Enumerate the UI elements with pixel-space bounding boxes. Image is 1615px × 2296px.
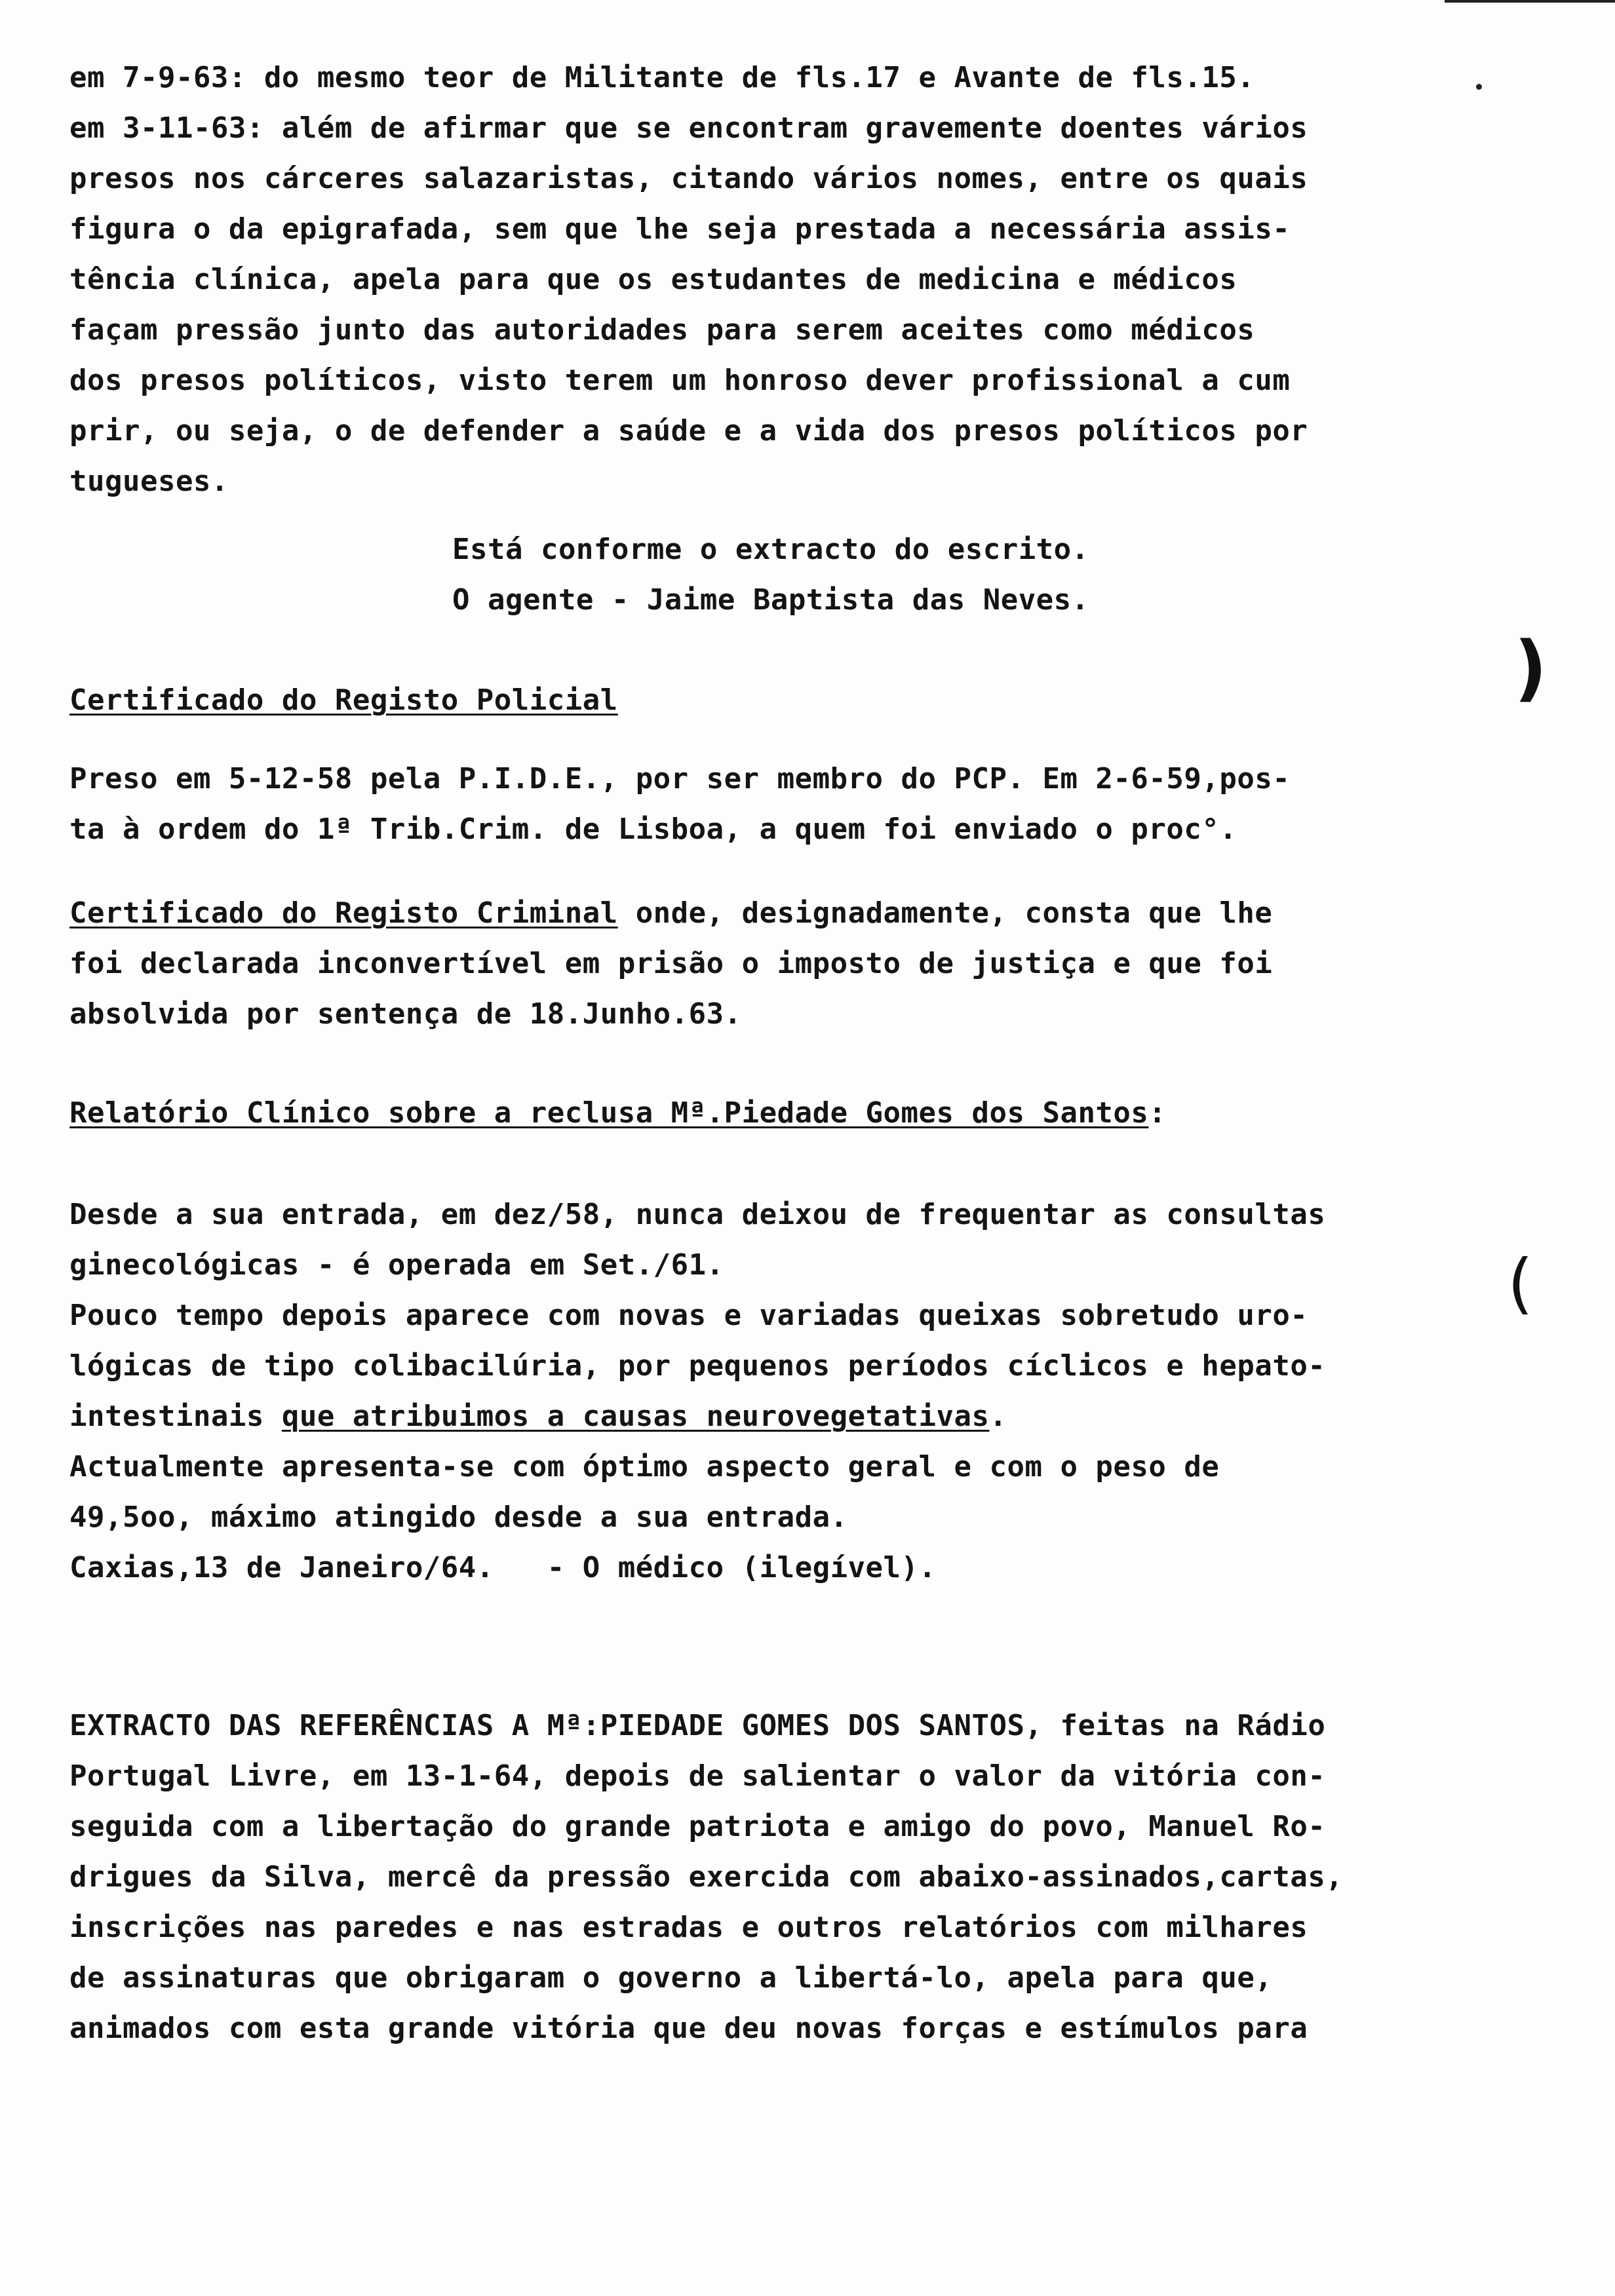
extract-line: de assinaturas que obrigaram o governo a libertá-lo, apela para que, <box>69 1961 1273 1995</box>
radio-extract-text <box>69 1700 1479 2054</box>
extract-line: inscrições nas paredes e nas estradas e outros relatórios com milhares <box>69 1911 1308 1944</box>
margin-dot <box>1476 84 1482 90</box>
conformity-statement <box>452 524 1435 625</box>
agent-signature: O agente - Jaime Baptista das Neves. <box>452 583 1089 617</box>
entry-line: tugueses. <box>69 465 229 498</box>
header-entries <box>69 52 1479 507</box>
entry-line: prir, ou seja, o de defender a saúde e a vida dos presos políticos por <box>69 414 1308 448</box>
report-line: 49,5oo, máximo atingido desde a sua entrada. <box>69 1501 848 1534</box>
section-heading: Certificado do Registo Criminal <box>69 896 618 930</box>
extract-line: EXTRACTO DAS REFERÊNCIAS A Mª:PIEDADE GOMES DOS SANTOS, feitas na Rádio <box>69 1709 1326 1742</box>
conformity-line: Está conforme o extracto do escrito. <box>452 533 1089 566</box>
extract-line: drigues da Silva, mercê da pressão exercida com abaixo-assinados,cartas, <box>69 1860 1344 1894</box>
criminal-first-line <box>69 888 1479 938</box>
clinical-report-text <box>69 1189 1479 1593</box>
margin-bracket-mark: ( <box>1508 1245 1534 1322</box>
record-line: ta à ordem do 1ª Trib.Crim. de Lisboa, a quem foi enviado o proc°. <box>69 813 1237 846</box>
section-heading: Certificado do Registo Policial <box>69 683 618 717</box>
criminal-record-section <box>69 888 1479 1039</box>
record-line: Preso em 5-12-58 pela P.I.D.E., por ser membro do PCP. Em 2-6-59,pos- <box>69 762 1291 795</box>
margin-bracket-mark: ) <box>1514 626 1547 710</box>
report-fragment-end: . <box>989 1400 1007 1433</box>
extract-line: Portugal Livre, em 13-1-64, depois de salientar o valor da vitória con- <box>69 1759 1326 1793</box>
entry-line: tência clínica, apela para que os estudantes de medicina e médicos <box>69 263 1237 296</box>
entry-line: presos nos cárceres salazaristas, citando vários nomes, entre os quais <box>69 162 1308 195</box>
criminal-first-line-rest: onde, designadamente, consta que lhe <box>617 896 1273 930</box>
report-line: lógicas de tipo colibacilúria, por pequenos períodos cíclicos e hepato- <box>69 1349 1326 1383</box>
section-heading: Relatório Clínico sobre a reclusa Mª.Piedade Gomes dos Santos <box>69 1096 1149 1130</box>
extract-line: animados com esta grande vitória que deu novas forças e estímulos para <box>69 2012 1308 2045</box>
police-record-section <box>69 675 1479 725</box>
report-line: ginecológicas - é operada em Set./61. <box>69 1248 724 1282</box>
report-line-underlined <box>69 1391 1479 1442</box>
heading-suffix: : <box>1148 1096 1167 1130</box>
report-line: Pouco tempo depois aparece com novas e variadas queixas sobretudo uro- <box>69 1299 1308 1332</box>
record-line: foi declarada inconvertível em prisão o imposto de justiça e que foi <box>69 947 1273 980</box>
clinical-report-heading-block <box>69 1088 1479 1138</box>
doctor-signature-line: Caxias,13 de Janeiro/64. - O médico (ilegível). <box>69 1551 937 1584</box>
entry-line: dos presos políticos, visto terem um honroso dever profissional a cum <box>69 364 1291 397</box>
report-fragment: intestinais <box>69 1400 282 1433</box>
report-line: Actualmente apresenta-se com óptimo aspecto geral e com o peso de <box>69 1450 1220 1483</box>
clinical-heading-line <box>69 1088 1479 1138</box>
entry-line: em 3-11-63: além de afirmar que se encontram gravemente doentes vários <box>69 111 1308 145</box>
entry-line: façam pressão junto das autoridades para serem aceites como médicos <box>69 313 1255 347</box>
entry-line: figura o da epigrafada, sem que lhe seja prestada a necessária assis- <box>69 212 1291 246</box>
extract-line: seguida com a libertação do grande patriota e amigo do povo, Manuel Ro- <box>69 1810 1326 1843</box>
underlined-fragment: que atribuimos a causas neurovegetativas <box>281 1400 990 1433</box>
record-line: absolvida por sentença de 18.Junho.63. <box>69 997 742 1031</box>
report-line: Desde a sua entrada, em dez/58, nunca deixou de frequentar as consultas <box>69 1198 1326 1231</box>
top-edge-rule <box>1445 0 1615 3</box>
entry-line: em 7-9-63: do mesmo teor de Militante de fls.17 e Avante de fls.15. <box>69 61 1255 94</box>
police-record-text <box>69 754 1479 854</box>
